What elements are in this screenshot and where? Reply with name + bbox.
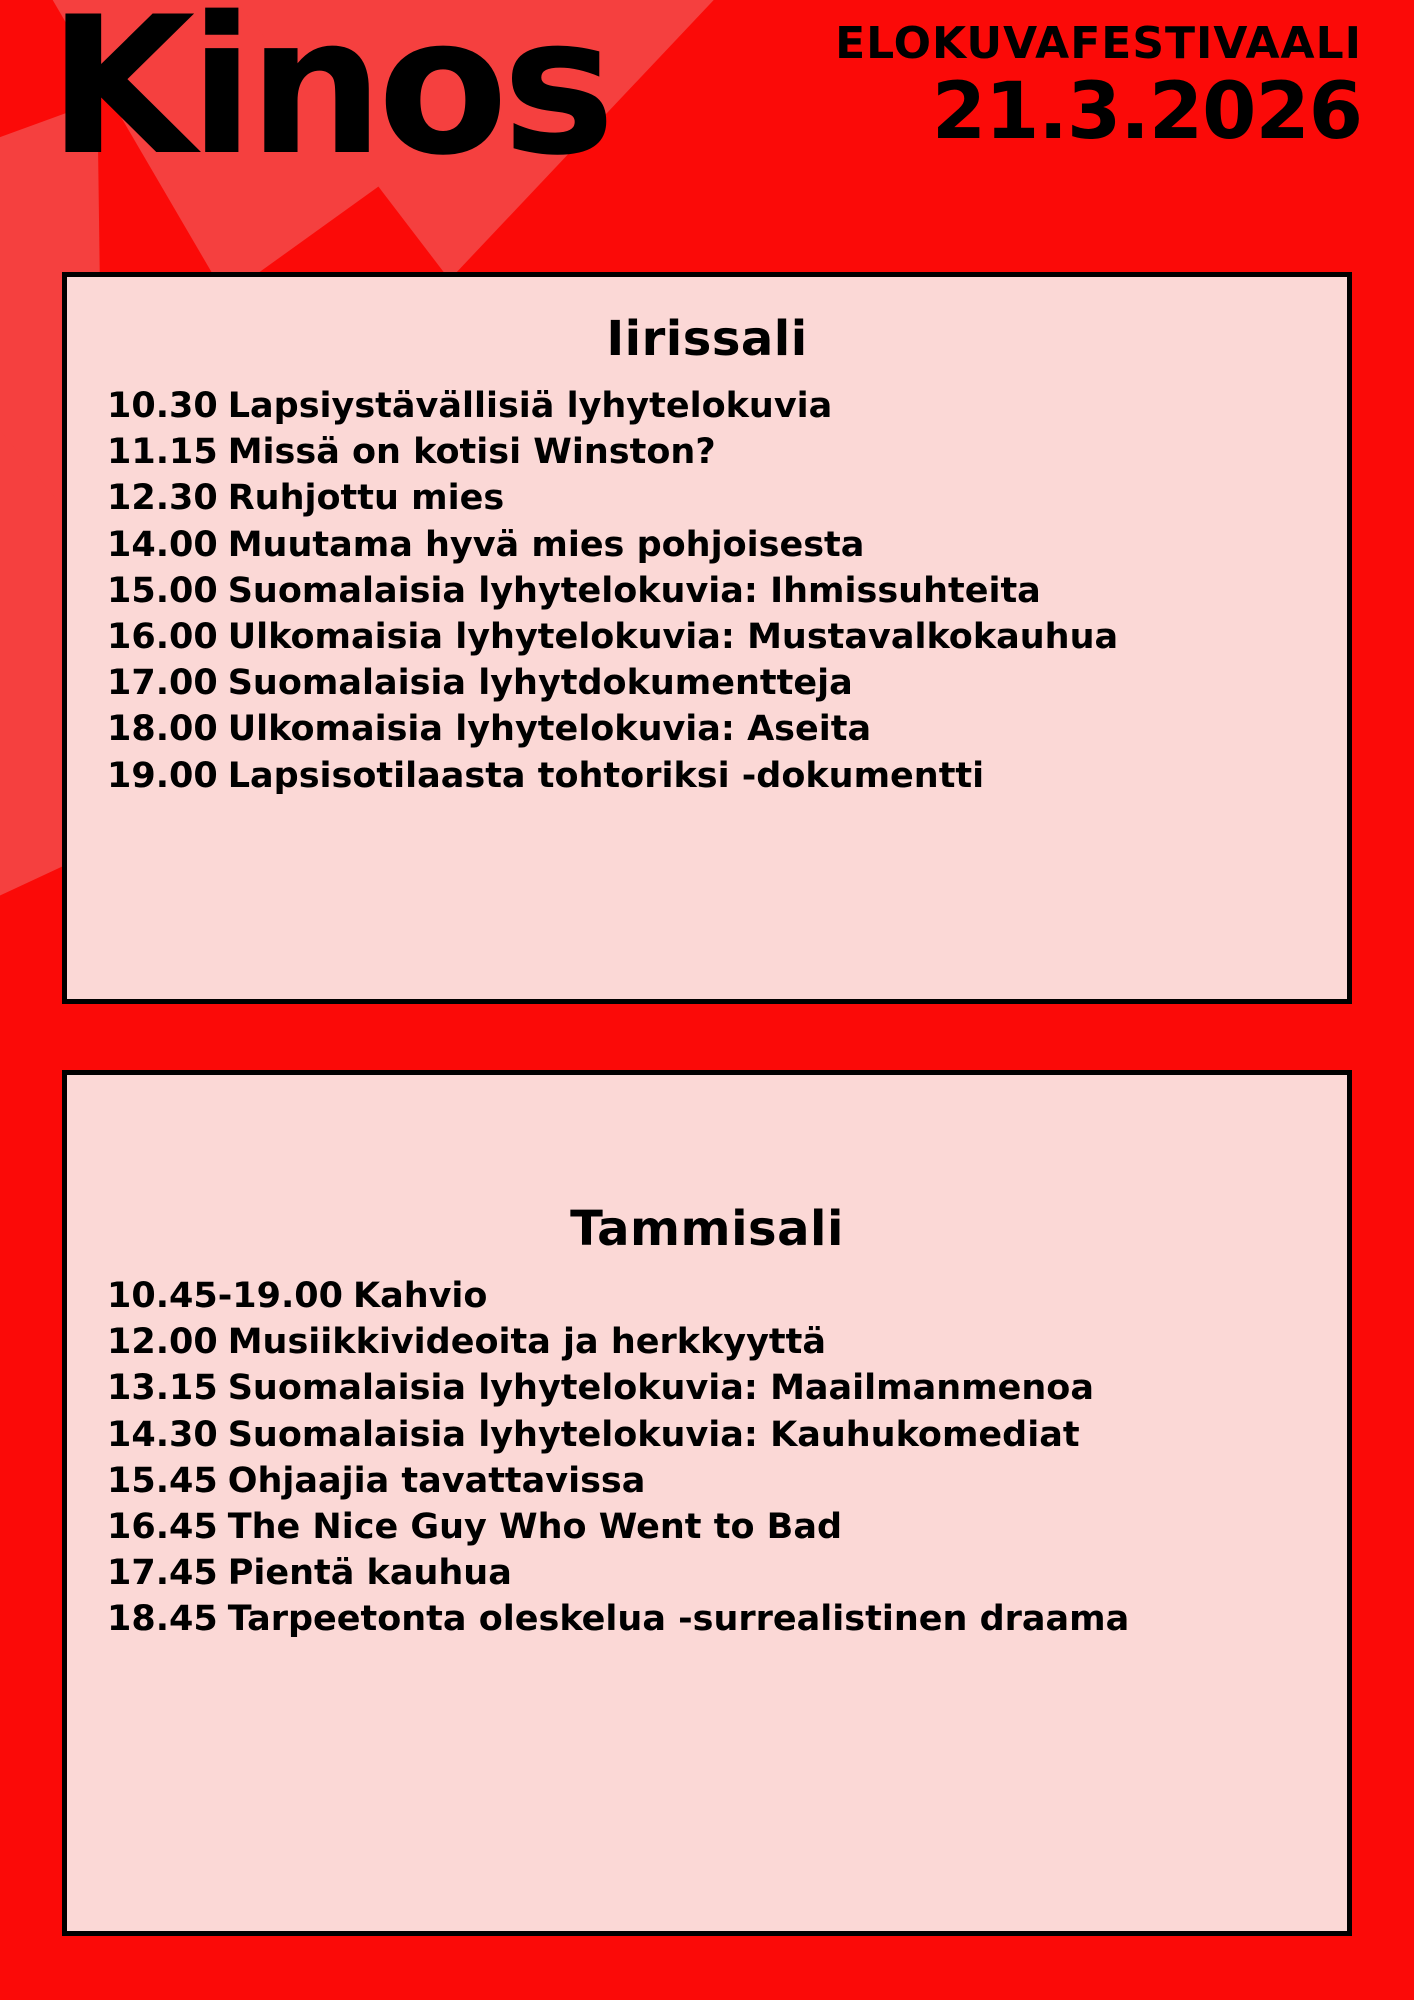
entry-title: The Nice Guy Who Went to Bad: [227, 1506, 843, 1547]
list-item: [107, 614, 1307, 660]
entry-title: Ulkomaisia lyhytelokuvia: Mustavalkokauhua: [227, 616, 1119, 657]
list-item: [107, 383, 1307, 429]
hall-panel-iirissali: [62, 272, 1352, 1004]
entry-time: 15.00: [107, 570, 218, 611]
list-item: [107, 1458, 1307, 1504]
entry-time: 18.00: [107, 709, 218, 750]
list-item: [107, 660, 1307, 706]
entry-title: Lapsiystävällisiä lyhytelokuvia: [227, 386, 833, 426]
list-item: [107, 568, 1307, 614]
festival-date: 21.3.2026: [931, 67, 1362, 158]
festival-label: ELOKUVAFESTIVAALI: [835, 18, 1362, 69]
list-item: [107, 1550, 1307, 1596]
poster-header: [0, 0, 1414, 272]
entry-time: 16.00: [107, 616, 218, 657]
entry-time: 18.45: [107, 1599, 218, 1640]
hall-title: Iirissali: [606, 311, 808, 367]
entry-title: Missä on kotisi Winston?: [227, 432, 716, 473]
list-item: [107, 1273, 1307, 1319]
list-item: [107, 1596, 1307, 1642]
entry-title: Pientä kauhua: [227, 1553, 512, 1594]
list-item: [107, 522, 1307, 568]
hall-panel-tammisali: [62, 1070, 1352, 1936]
festival-logo: Kinos: [48, 0, 610, 197]
list-item: [107, 706, 1307, 752]
header-meta: [835, 18, 1362, 158]
entry-time: 10.30: [107, 386, 218, 426]
entry-time: 16.45: [107, 1506, 218, 1547]
entry-title: Kahvio: [352, 1276, 488, 1316]
screening-list: [107, 1273, 1307, 1643]
list-item: [107, 429, 1307, 475]
entry-title: Muutama hyvä mies pohjoisesta: [227, 524, 865, 565]
entry-time: 15.45: [107, 1460, 218, 1501]
entry-time: 11.15: [107, 432, 218, 473]
entry-time: 12.00: [107, 1322, 218, 1363]
list-item: [107, 1365, 1307, 1411]
list-item: [107, 1412, 1307, 1458]
entry-title: Lapsisotilaasta tohtoriksi -dokumentti: [227, 755, 985, 796]
entry-title: Suomalaisia lyhytelokuvia: Kauhukomediat: [227, 1414, 1080, 1455]
entry-title: Musiikkivideoita ja herkkyyttä: [227, 1322, 826, 1363]
entry-title: Ohjaajia tavattavissa: [227, 1460, 646, 1501]
entry-title: Suomalaisia lyhytelokuvia: Maailmanmenoa: [227, 1368, 1094, 1409]
entry-time: 14.00: [107, 524, 218, 565]
entry-time: 13.15: [107, 1368, 218, 1409]
list-item: [107, 1504, 1307, 1550]
entry-title: Ruhjottu mies: [227, 478, 505, 519]
entry-time: 17.45: [107, 1553, 218, 1594]
entry-title: Suomalaisia lyhytdokumentteja: [227, 663, 853, 704]
entry-time: 10.45-19.00: [107, 1276, 343, 1316]
entry-title: Suomalaisia lyhytelokuvia: Ihmissuhteita: [227, 570, 1041, 611]
entry-time: 17.00: [107, 663, 218, 704]
list-item: [107, 475, 1307, 521]
screening-list: [107, 383, 1307, 799]
program-panels: [0, 272, 1414, 1936]
entry-time: 19.00: [107, 755, 218, 796]
hall-title: Tammisali: [570, 1201, 844, 1257]
list-item: [107, 753, 1307, 799]
entry-time: 12.30: [107, 478, 218, 519]
entry-time: 14.30: [107, 1414, 218, 1455]
list-item: [107, 1319, 1307, 1365]
entry-title: Tarpeetonta oleskelua -surrealistinen draama: [227, 1599, 1130, 1640]
entry-title: Ulkomaisia lyhytelokuvia: Aseita: [227, 709, 872, 750]
